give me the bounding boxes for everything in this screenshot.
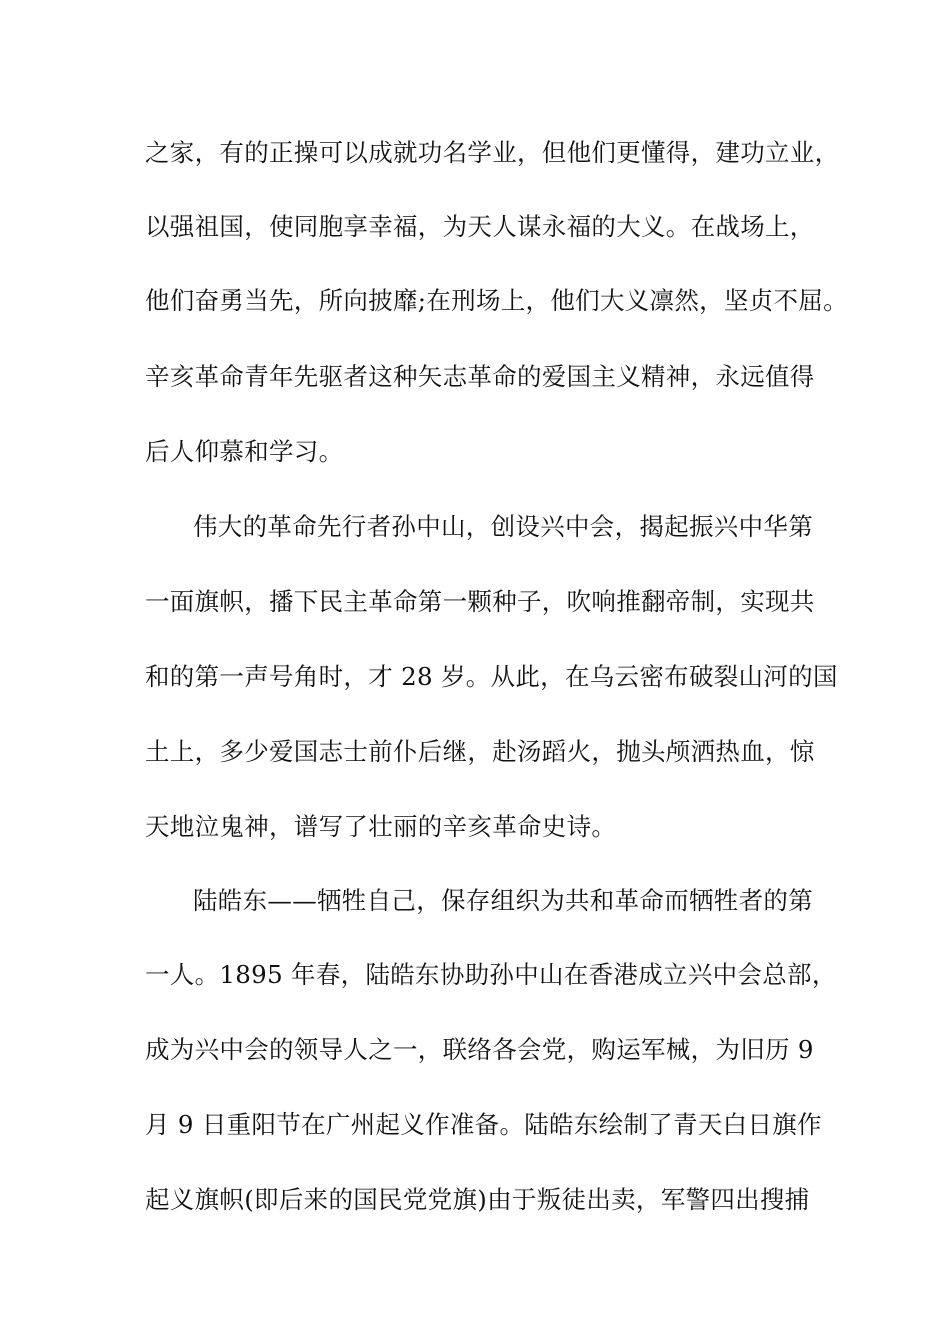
text-line-13: 成为兴中会的领导人之一，联络各会党，购运军械，为旧历 9 <box>145 1035 814 1064</box>
text-line-7: 一面旗帜，播下民主革命第一颗种子，吹响推翻帝制，实现共 <box>145 587 815 616</box>
text-line-12: 一人。1895 年春，陆皓东协助孙中山在香港成立兴中会总部， <box>145 960 837 989</box>
paragraph-start-line-6: 伟大的革命先行者孙中山，创设兴中会，揭起振兴中华第 <box>193 512 813 541</box>
text-line-3: 他们奋勇当先，所向披靡;在刑场上，他们大义凛然，坚贞不屈。 <box>145 286 848 315</box>
text-line-15: 起义旗帜(即后来的国民党党旗)由于叛徒出卖，军警四出搜捕 <box>145 1185 810 1214</box>
text-line-2: 以强祖国，使同胞享幸福，为天人谋永福的大义。在战场上， <box>145 212 815 241</box>
paragraph-start-line-11: 陆皓东——牺牲自己，保存组织为共和革命而牺牲者的第 <box>193 886 813 915</box>
text-line-8: 和的第一声号角时，才 28 岁。从此，在乌云密布破裂山河的国 <box>145 662 838 691</box>
text-line-1: 之家，有的正操可以成就功名学业，但他们更懂得，建功立业， <box>145 138 840 167</box>
text-line-14: 月 9 日重阳节在广州起义作准备。陆皓东绘制了青天白日旗作 <box>145 1110 822 1139</box>
text-line-5: 后人仰慕和学习。 <box>145 437 344 466</box>
text-line-4: 辛亥革命青年先驱者这种矢志革命的爱国主义精神，永远值得 <box>145 362 815 391</box>
text-line-10: 天地泣鬼神，谱写了壮丽的辛亥革命史诗。 <box>145 812 617 841</box>
text-line-9: 土上，多少爱国志士前仆后继，赴汤蹈火，抛头颅洒热血，惊 <box>145 737 815 766</box>
